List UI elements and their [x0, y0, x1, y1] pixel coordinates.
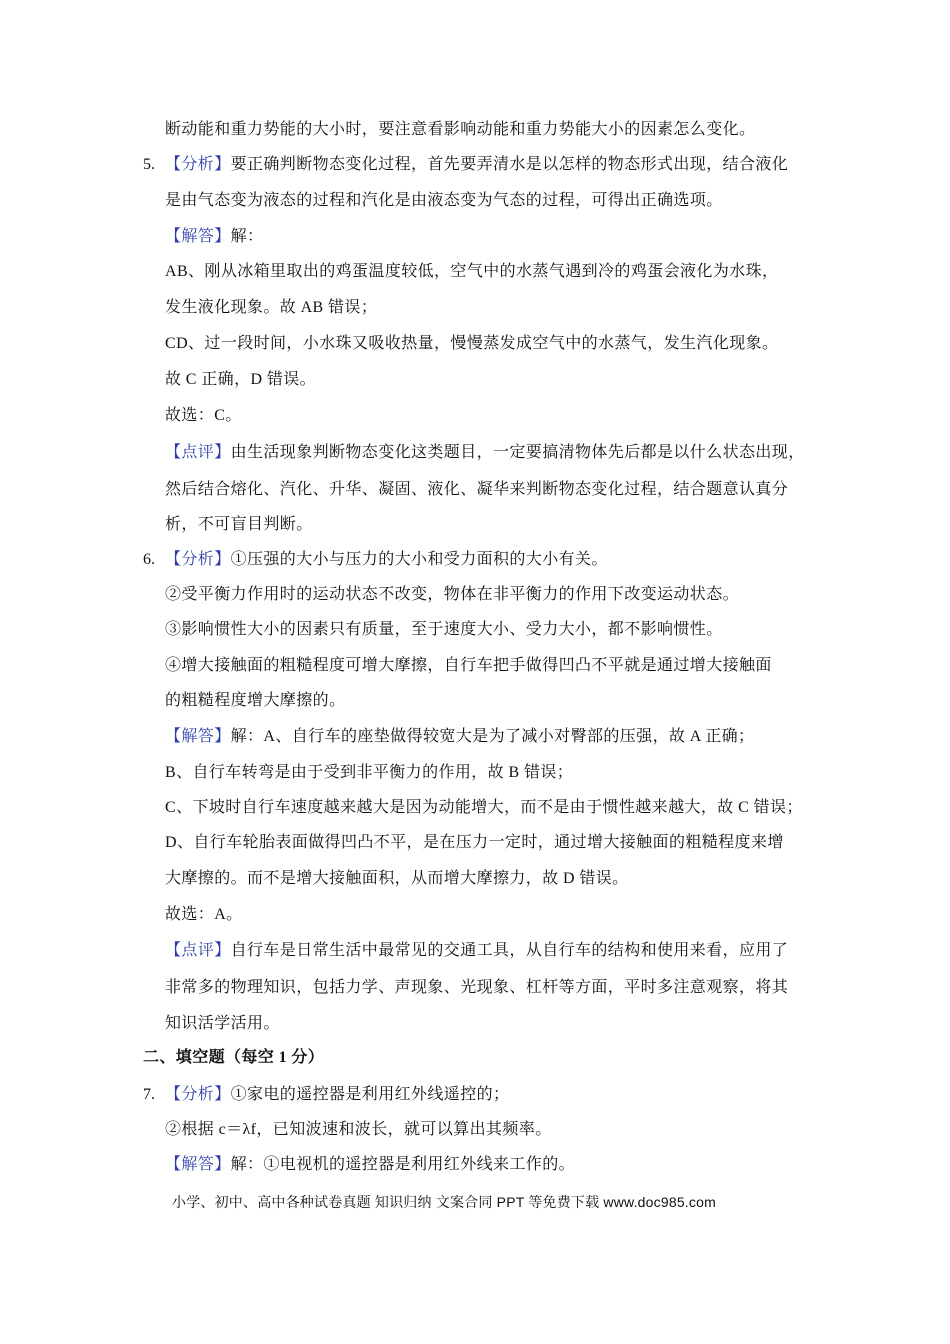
text-line: 故 C 正确，D 错误。: [165, 371, 317, 388]
text-line: ④增大接触面的粗糙程度可增大摩擦，自行车把手做得凹凸不平就是通过增大接触面: [165, 657, 772, 674]
answer-tag: 【解答】: [165, 728, 231, 745]
text-span: 要正确判断物态变化过程，首先要弄清水是以怎样的物态形式出现，结合液化: [230, 156, 789, 173]
text-line: AB、刚从冰箱里取出的鸡蛋温度较低，空气中的水蒸气遇到冷的鸡蛋会液化为水珠，: [165, 263, 779, 280]
text-line: ②根据 c＝λf，已知波速和波长，就可以算出其频率。: [165, 1121, 552, 1138]
text-line: 的粗糙程度增大摩擦的。: [165, 692, 346, 709]
text-line: [165, 1085, 509, 1105]
text-line: [165, 443, 805, 463]
question-number: 7.: [143, 1086, 155, 1103]
text-line: [165, 727, 754, 747]
text-line: ③影响惯性大小的因素只有质量，至于速度大小、受力大小，都不影响惯性。: [165, 621, 723, 638]
answer-tag: 【解答】: [165, 1156, 231, 1173]
text-line: [165, 155, 788, 175]
text-line: 故选：A。: [165, 906, 243, 923]
text-line: 是由气态变为液态的过程和汽化是由液态变为气态的过程，可得出正确选项。: [165, 192, 723, 209]
text-line: D、自行车轮胎表面做得凹凸不平，是在压力一定时，通过增大接触面的粗糙程度来增: [165, 834, 784, 851]
text-line: 发生液化现象。故 AB 错误；: [165, 299, 378, 316]
question-number: 5.: [143, 156, 155, 173]
text-span: 解：: [230, 228, 264, 245]
text-line: CD、过一段时间，小水珠又吸收热量，慢慢蒸发成空气中的水蒸气，发生汽化现象。: [165, 335, 779, 352]
comment-tag: 【点评】: [165, 942, 231, 959]
text-line: B、自行车转弯是由于受到非平衡力的作用，故 B 错误；: [165, 764, 574, 781]
text-line: 知识活学活用。: [165, 1015, 280, 1032]
analysis-tag: 【分析】: [165, 156, 231, 173]
question-number: 6.: [143, 551, 155, 568]
text-line: ②受平衡力作用时的运动状态不改变，物体在非平衡力的作用下改变运动状态。: [165, 586, 740, 603]
text-line: 非常多的物理知识，包括力学、声现象、光现象、杠杆等方面，平时多注意观察，将其: [165, 979, 789, 996]
text-span: 由生活现象判断物态变化这类题目，一定要搞清物体先后都是以什么状态出现，: [230, 444, 805, 461]
text-line: [165, 227, 263, 247]
text-line: C、下坡时自行车速度越来越大是因为动能增大，而不是由于惯性越来越大，故 C 错误；: [165, 799, 803, 816]
text-line: [165, 550, 608, 570]
text-line: 然后结合熔化、汽化、升华、凝固、液化、凝华来判断物态变化过程，结合题意认真分: [165, 481, 789, 498]
answer-tag: 【解答】: [165, 228, 231, 245]
text-line: [165, 941, 788, 961]
section-heading: 二、填空题（每空 1 分）: [143, 1049, 325, 1066]
text-span: 解：A、自行车的座垫做得较宽大是为了减小对臀部的压强，故 A 正确；: [230, 728, 755, 745]
comment-tag: 【点评】: [165, 444, 231, 461]
analysis-tag: 【分析】: [165, 551, 231, 568]
text-line: 析，不可盲目判断。: [165, 516, 313, 533]
text-line: 大摩擦的。而不是增大接触面积，从而增大摩擦力，故 D 错误。: [165, 870, 629, 887]
text-line: 故选：C。: [165, 407, 242, 424]
text-span: 解：①电视机的遥控器是利用红外线来工作的。: [230, 1156, 576, 1173]
analysis-tag: 【分析】: [165, 1086, 231, 1103]
text-line: [165, 1155, 575, 1175]
page-footer: 小学、初中、高中各种试卷真题 知识归纳 文案合同 PPT 等免费下载 www.doc985.com: [172, 1194, 716, 1210]
text-line: 断动能和重力势能的大小时，要注意看影响动能和重力势能大小的因素怎么变化。: [165, 121, 756, 138]
text-span: ①家电的遥控器是利用红外线遥控的；: [230, 1086, 510, 1103]
text-span: 自行车是日常生活中最常见的交通工具，从自行车的结构和使用来看，应用了: [230, 942, 789, 959]
text-span: ①压强的大小与压力的大小和受力面积的大小有关。: [230, 551, 608, 568]
